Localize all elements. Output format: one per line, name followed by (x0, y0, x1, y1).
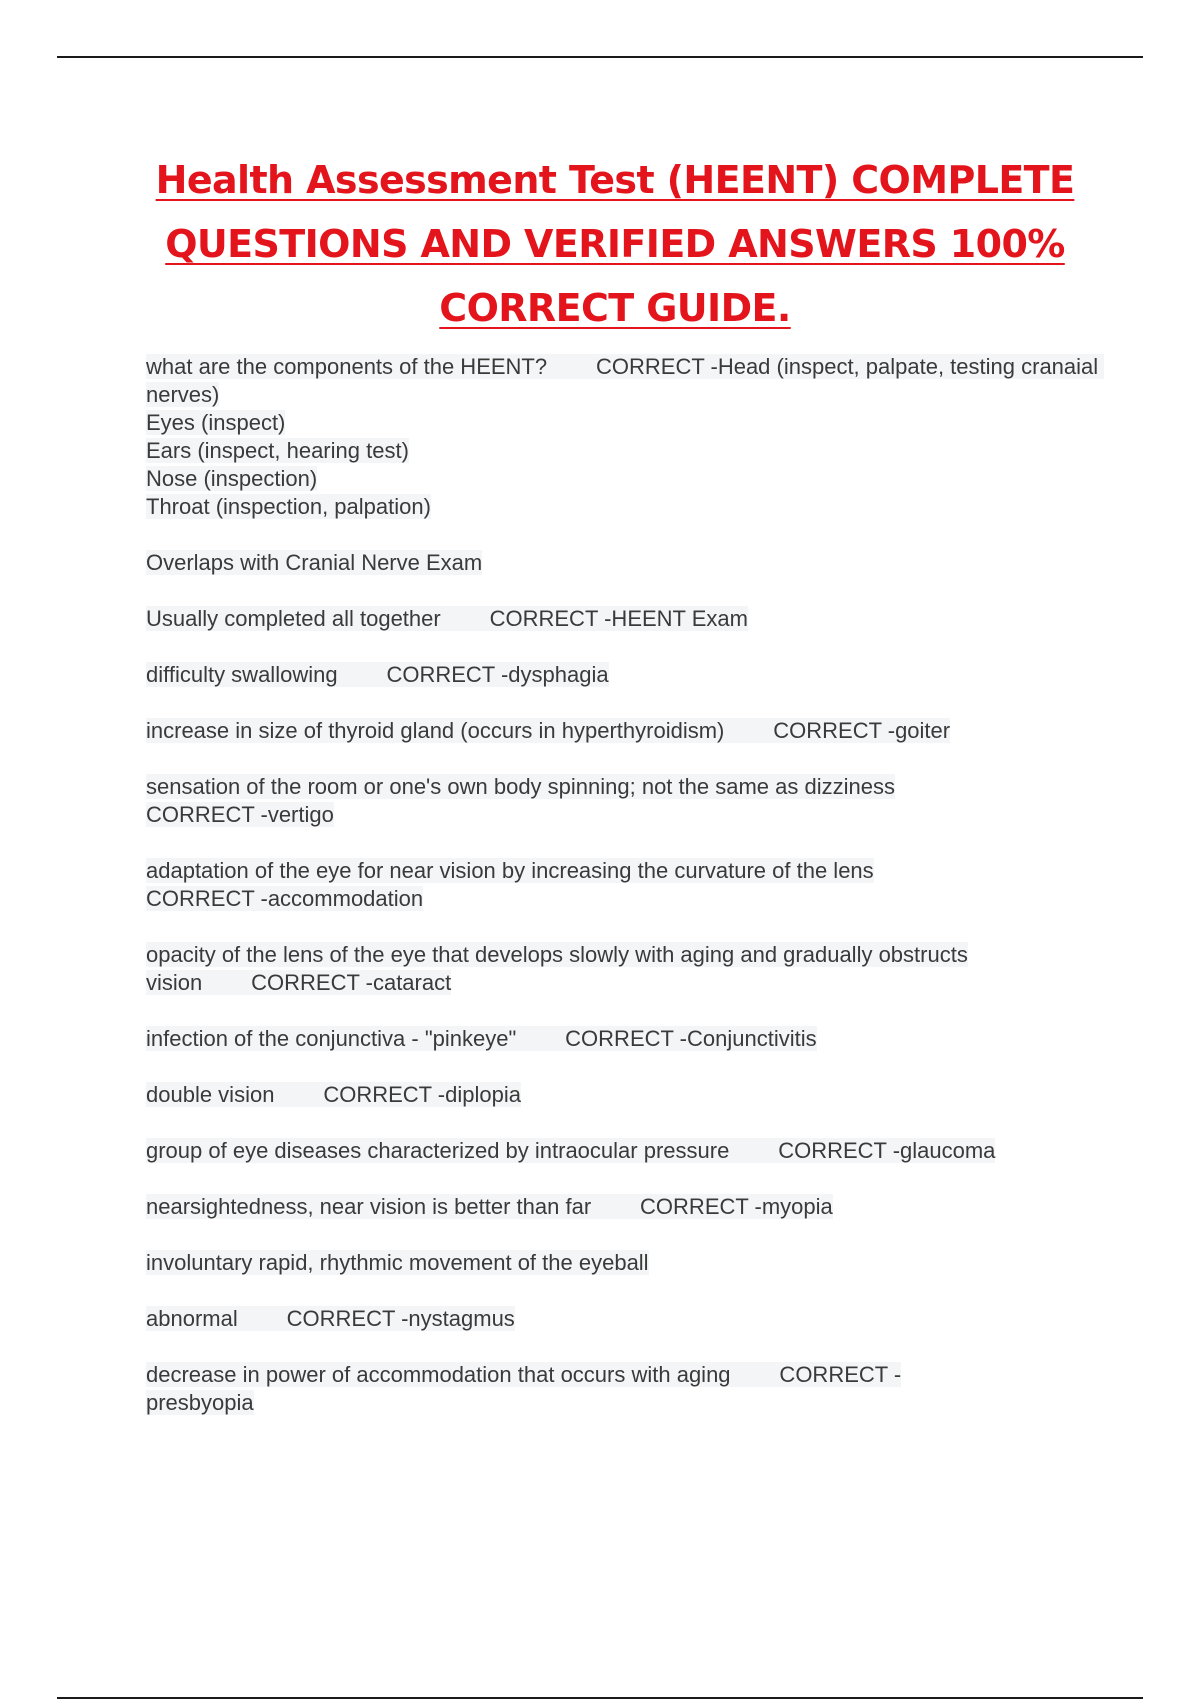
qa-text: abnormal CORRECT -nystagmus (146, 1306, 515, 1331)
qa-text: group of eye diseases characterized by intraocular pressure CORRECT -glaucoma (146, 1138, 996, 1163)
qa-text: Usually completed all together CORRECT -HEENT Exam (146, 606, 748, 631)
page-top-rule (57, 56, 1143, 58)
qa-item (146, 353, 1106, 521)
qa-text: increase in size of thyroid gland (occurs in hyperthyroidism) CORRECT -goiter (146, 718, 951, 743)
qa-item (146, 1249, 1106, 1277)
qa-text: infection of the conjunctiva - "pinkeye" CORRECT -Conjunctivitis (146, 1026, 817, 1051)
qa-text: nearsightedness, near vision is better than far CORRECT -myopia (146, 1194, 833, 1219)
qa-text: decrease in power of accommodation that occurs with aging CORRECT - presbyopia (146, 1362, 902, 1415)
qa-item (146, 941, 1106, 997)
qa-item (146, 1081, 1106, 1109)
qa-text: adaptation of the eye for near vision by increasing the curvature of the lens CORRECT -accommodation (146, 858, 874, 911)
qa-text: difficulty swallowing CORRECT -dysphagia (146, 662, 609, 687)
qa-item (146, 717, 1106, 745)
page-bottom-rule (57, 1697, 1143, 1699)
qa-text: sensation of the room or one's own body spinning; not the same as dizziness CORRECT -vertigo (146, 774, 895, 827)
qa-item (146, 605, 1106, 633)
qa-text: Overlaps with Cranial Nerve Exam (146, 550, 483, 575)
qa-item (146, 1305, 1106, 1333)
qa-text: double vision CORRECT -diplopia (146, 1082, 521, 1107)
document-title (120, 148, 1110, 340)
qa-text: what are the components of the HEENT? CORRECT -Head (inspect, palpate, testing cranaial nerves) Eyes (inspect) Ears (inspect, hearing test) Nose (inspection) Throat (inspection, palpation) (146, 354, 1104, 519)
qa-list (146, 353, 1106, 1445)
qa-text: opacity of the lens of the eye that develops slowly with aging and gradually obstructs vision CORRECT -cataract (146, 942, 968, 995)
qa-item (146, 857, 1106, 913)
qa-item (146, 1025, 1106, 1053)
qa-text: involuntary rapid, rhythmic movement of the eyeball (146, 1250, 649, 1275)
qa-item (146, 1361, 1106, 1417)
title-line-2: QUESTIONS AND VERIFIED ANSWERS 100% (165, 222, 1065, 266)
qa-item (146, 549, 1106, 577)
qa-item (146, 1193, 1106, 1221)
qa-item (146, 661, 1106, 689)
qa-item (146, 1137, 1106, 1165)
qa-item (146, 773, 1106, 829)
title-line-1: Health Assessment Test (HEENT) COMPLETE (155, 158, 1075, 202)
title-line-3: CORRECT GUIDE. (439, 286, 791, 330)
